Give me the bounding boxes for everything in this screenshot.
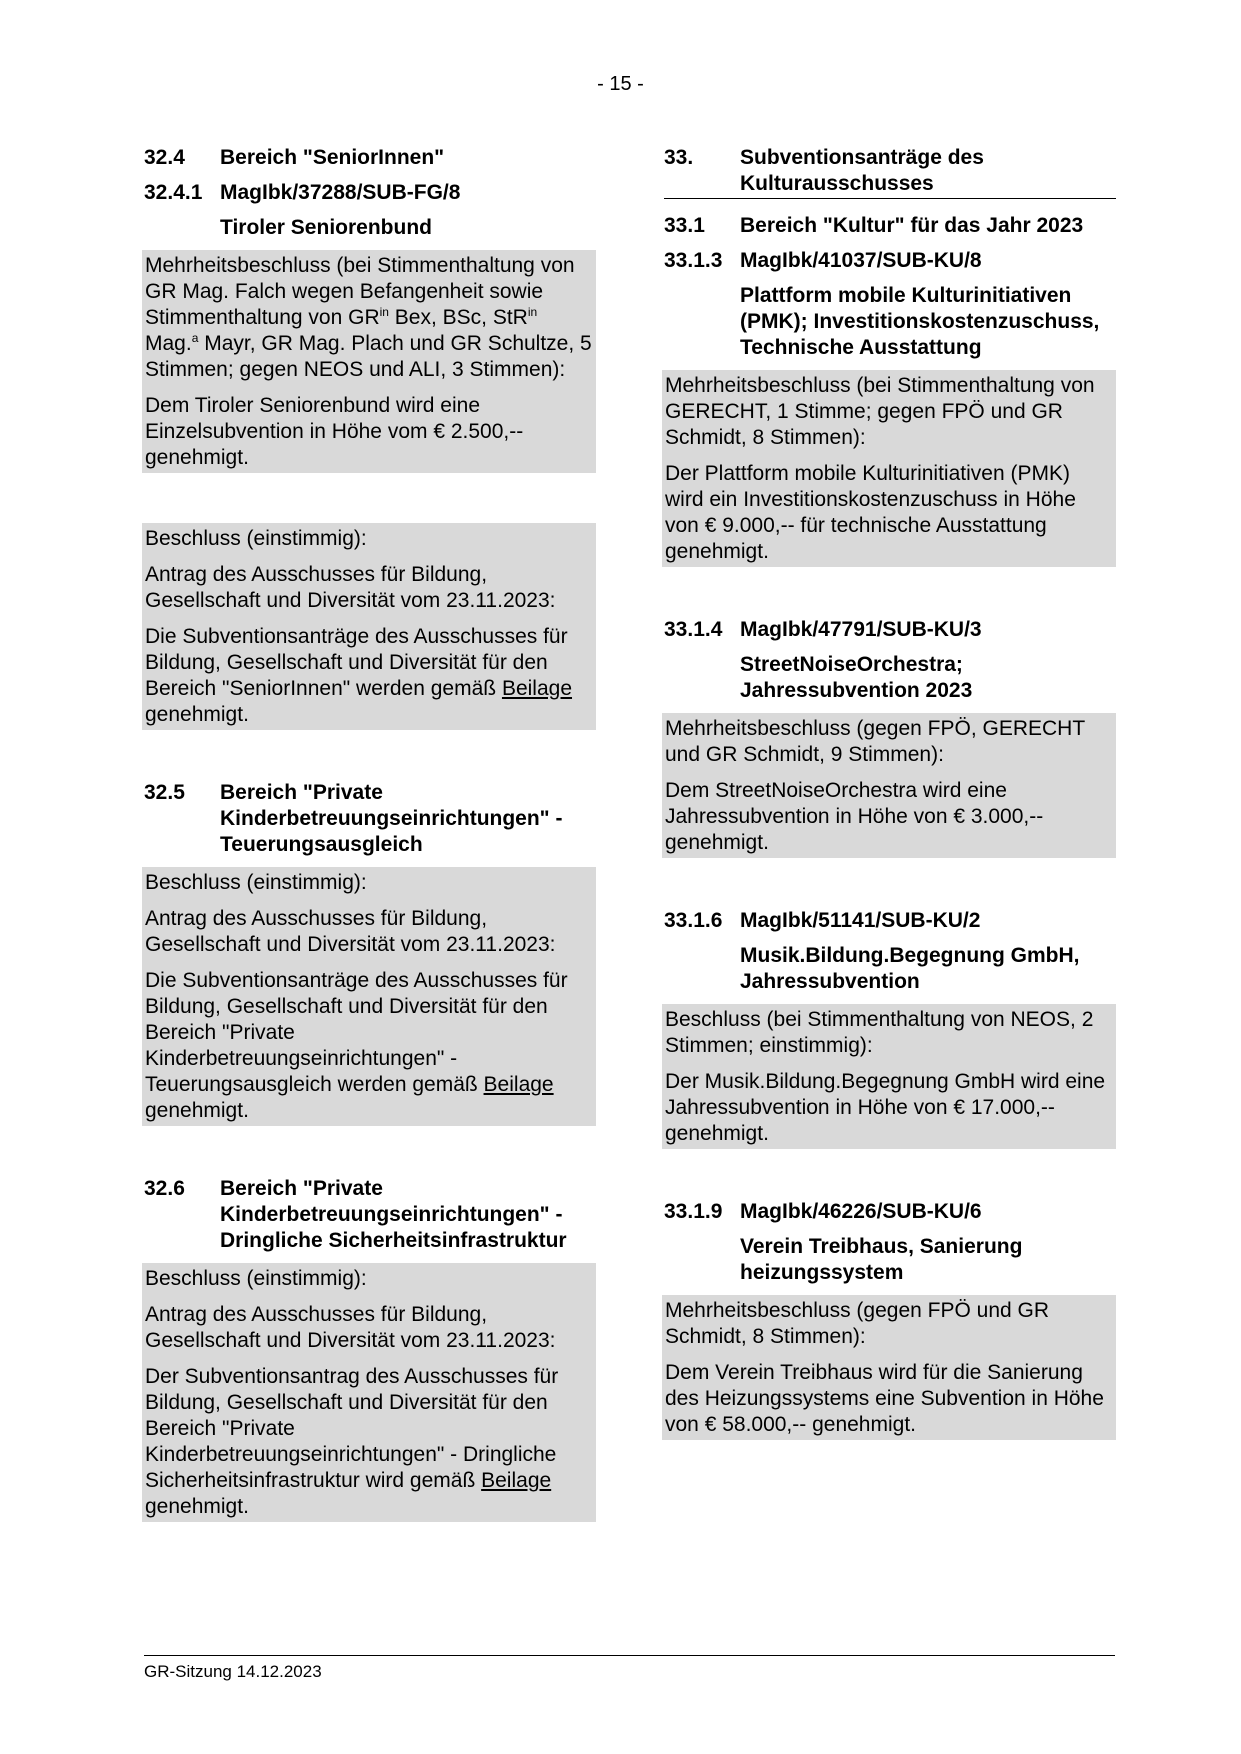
- decision-text: [145, 1364, 593, 1520]
- section-number: 33.1.6: [664, 909, 723, 932]
- resolution-text: [145, 253, 593, 383]
- section-number: 32.4: [144, 146, 185, 169]
- resolution-block-33-1-4: [662, 713, 1116, 858]
- section-33-1-9-heading: [664, 1199, 1116, 1225]
- section-32-4-1-subtitle: Tiroler Seniorenbund: [220, 216, 432, 239]
- section-33-1-6-subtitle: Musik.Bildung.Begegnung GmbH, Jahressubvention: [740, 944, 1080, 993]
- section-32-5-heading: [144, 780, 596, 858]
- section-32-4-heading: [144, 145, 596, 171]
- resolution-part: Mayr, GR Mag. Plach und GR Schultze, 5 Stimmen; gegen NEOS und ALI, 3 Stimmen):: [145, 332, 592, 381]
- decision-text: [145, 968, 593, 1124]
- beilage-link[interactable]: Beilage: [501, 677, 573, 700]
- right-column: [664, 145, 1116, 1440]
- decision-part: genehmigt.: [145, 1495, 249, 1518]
- left-column: [144, 145, 596, 1522]
- resolution-block-32-5: [142, 867, 596, 1126]
- section-33-1-3-subtitle: Plattform mobile Kulturinitiativen (PMK); Investitionskostenzuschuss, Technische Ausstattung: [740, 284, 1100, 359]
- decision-text: Dem Verein Treibhaus wird für die Sanierung des Heizungssystems eine Subvention in Höhe von € 58.000,-- genehmigt.: [665, 1361, 1104, 1436]
- section-title: MagIbk/41037/SUB-KU/8: [740, 249, 982, 272]
- page-footer: GR-Sitzung 14.12.2023: [144, 1655, 1115, 1682]
- motion-text: Antrag des Ausschusses für Bildung, Gesellschaft und Diversität vom 23.11.2023:: [145, 907, 556, 956]
- section-title: Bereich "SeniorInnen": [220, 146, 445, 169]
- section-33-1-9-subtitle: Verein Treibhaus, Sanierung heizungssystem: [740, 1235, 1023, 1284]
- section-title: MagIbk/37288/SUB-FG/8: [220, 181, 461, 204]
- motion-text: Antrag des Ausschusses für Bildung, Gesellschaft und Diversität vom 23.11.2023:: [145, 563, 556, 612]
- decision-part: genehmigt.: [145, 1099, 249, 1122]
- resolution-text: Beschluss (einstimmig):: [145, 1267, 367, 1290]
- section-number: 33.: [664, 146, 694, 169]
- section-title: Bereich "Private Kinderbetreuungseinrichtungen" - Teuerungsausgleich: [220, 781, 563, 856]
- section-number: 32.6: [144, 1177, 185, 1200]
- section-title: MagIbk/51141/SUB-KU/2: [740, 909, 981, 932]
- section-33-1-4-heading: [664, 617, 1116, 643]
- superscript: in: [379, 305, 389, 319]
- section-32-6-heading: [144, 1176, 596, 1254]
- section-number: 33.1.3: [664, 249, 723, 272]
- decision-part: Die Subventionsanträge des Ausschusses für Bildung, Gesellschaft und Diversität für den Bereich "SeniorInnen" werden gemäß: [145, 625, 568, 700]
- beilage-link[interactable]: Beilage: [483, 1073, 554, 1096]
- decision-text: [145, 624, 593, 728]
- decision-part: genehmigt.: [145, 703, 249, 726]
- page-number: - 15 -: [597, 73, 644, 95]
- decision-text: Der Musik.Bildung.Begegnung GmbH wird eine Jahressubvention in Höhe von € 17.000,-- genehmigt.: [665, 1070, 1106, 1145]
- section-title: Subventionsanträge des Kulturausschusses: [740, 146, 984, 195]
- section-title: MagIbk/46226/SUB-KU/6: [740, 1200, 982, 1223]
- resolution-part: Mag.: [145, 332, 192, 355]
- motion-text: Antrag des Ausschusses für Bildung, Gesellschaft und Diversität vom 23.11.2023:: [145, 1303, 556, 1352]
- section-number: 33.1.4: [664, 618, 723, 641]
- resolution-block-32-4: [142, 523, 596, 730]
- section-33-1-4-subtitle: StreetNoiseOrchestra; Jahressubvention 2023: [740, 653, 973, 702]
- superscript: a: [191, 331, 199, 345]
- section-33-heading: [664, 145, 1116, 199]
- resolution-block-32-4-1: [142, 250, 596, 473]
- decision-text: Der Plattform mobile Kulturinitiativen (PMK) wird ein Investitionskostenzuschuss in Höhe von € 9.000,-- für technische Ausstattung genehmigt.: [665, 462, 1076, 563]
- resolution-block-33-1-9: [662, 1295, 1116, 1440]
- section-number: 32.5: [144, 781, 185, 804]
- resolution-part: Bex, BSc, StR: [388, 306, 528, 329]
- resolution-text: Beschluss (einstimmig):: [145, 527, 367, 550]
- section-number: 33.1.9: [664, 1200, 723, 1223]
- resolution-text: Beschluss (einstimmig):: [145, 871, 367, 894]
- resolution-block-32-6: [142, 1263, 596, 1522]
- section-33-1-6-heading: [664, 908, 1116, 934]
- resolution-text: Mehrheitsbeschluss (gegen FPÖ und GR Schmidt, 8 Stimmen):: [665, 1299, 1050, 1348]
- decision-part: Der Subventionsantrag des Ausschusses für Bildung, Gesellschaft und Diversität für den Bereich "Private Kinderbetreuungseinrichtungen" - Dringliche Sicherheitsinfrastruktur wird gemäß: [145, 1365, 559, 1492]
- section-title: Bereich "Kultur" für das Jahr 2023: [740, 214, 1084, 237]
- section-number: 33.1: [664, 214, 705, 237]
- section-title: MagIbk/47791/SUB-KU/3: [740, 618, 982, 641]
- section-33-1-heading: [664, 213, 1116, 239]
- resolution-part: Mehrheitsbeschluss (bei Stimmenthaltung von GR Mag. Falch wegen Befangenheit sowie Stimmenthaltung von GR: [145, 254, 575, 329]
- section-number: 32.4.1: [144, 181, 203, 204]
- resolution-text: Mehrheitsbeschluss (bei Stimmenthaltung von GERECHT, 1 Stimme; gegen FPÖ und GR Schmidt, 8 Stimmen):: [665, 374, 1095, 449]
- resolution-block-33-1-6: [662, 1004, 1116, 1149]
- superscript: in: [527, 305, 538, 319]
- resolution-block-33-1-3: [662, 370, 1116, 567]
- decision-text: Dem Tiroler Seniorenbund wird eine Einzelsubvention in Höhe vom € 2.500,-- genehmigt.: [145, 394, 524, 469]
- resolution-text: Beschluss (bei Stimmenthaltung von NEOS, 2 Stimmen; einstimmig):: [665, 1008, 1094, 1057]
- section-32-4-1-heading: [144, 180, 596, 206]
- decision-text: Dem StreetNoiseOrchestra wird eine Jahressubvention in Höhe von € 3.000,-- genehmigt.: [665, 779, 1044, 854]
- section-title: Bereich "Private Kinderbetreuungseinrichtungen" - Dringliche Sicherheitsinfrastruktur: [220, 1177, 567, 1252]
- resolution-text: Mehrheitsbeschluss (gegen FPÖ, GERECHT und GR Schmidt, 9 Stimmen):: [665, 717, 1085, 766]
- section-33-1-3-heading: [664, 248, 1116, 274]
- decision-part: Die Subventionsanträge des Ausschusses für Bildung, Gesellschaft und Diversität für den Bereich "Private Kinderbetreuungseinrichtungen" - Teuerungsausgleich werden gemäß: [145, 969, 568, 1096]
- beilage-link[interactable]: Beilage: [481, 1469, 552, 1492]
